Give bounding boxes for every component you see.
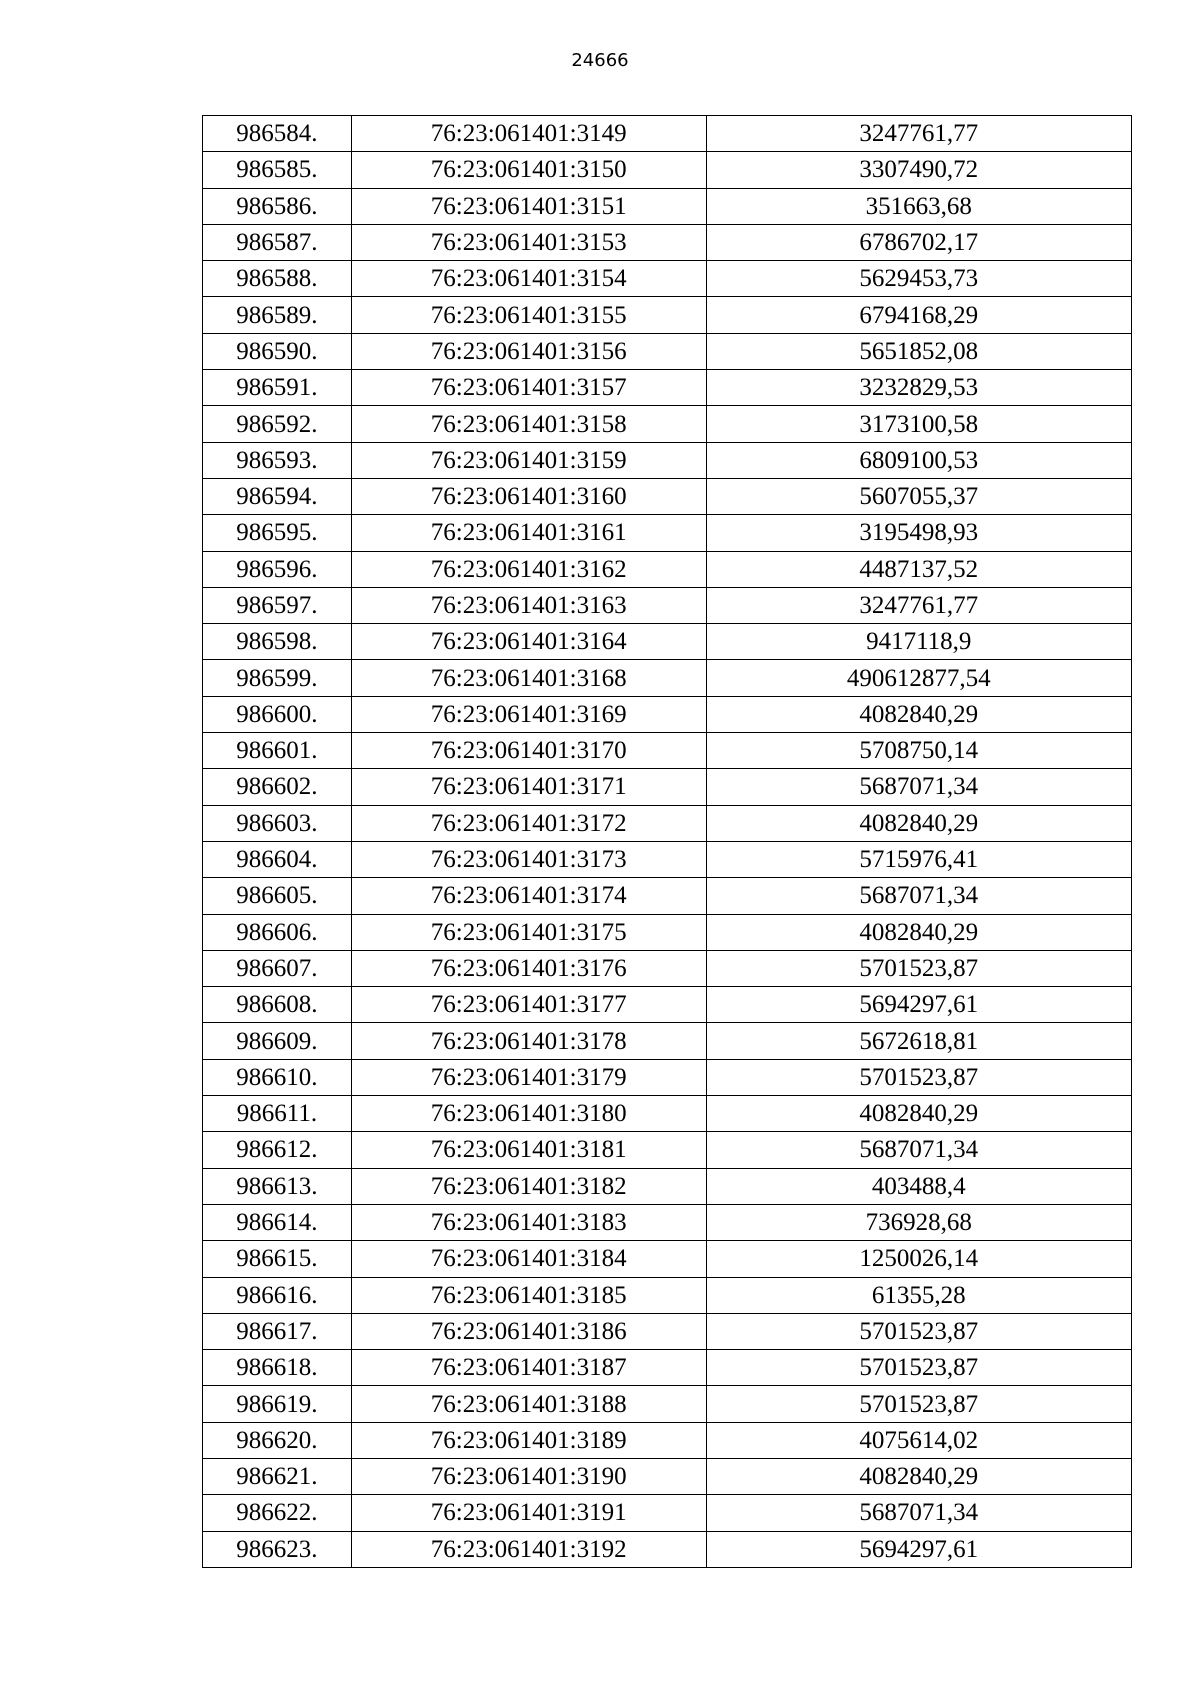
table-row <box>203 1458 1132 1494</box>
cadastral-value-cell: 4075614,02 <box>706 1422 1131 1458</box>
table-row <box>203 1313 1132 1349</box>
cadastral-value-cell: 3247761,77 <box>706 116 1131 152</box>
cadastral-value-cell: 1250026,14 <box>706 1241 1131 1277</box>
row-number-cell: 986617. <box>203 1313 352 1349</box>
table-row <box>203 1531 1132 1567</box>
cadastral-number-cell: 76:23:061401:3188 <box>351 1386 706 1422</box>
table-row <box>203 1241 1132 1277</box>
cadastral-number-cell: 76:23:061401:3164 <box>351 624 706 660</box>
table-row <box>203 224 1132 260</box>
row-number-cell: 986623. <box>203 1531 352 1567</box>
cadastral-number-cell: 76:23:061401:3168 <box>351 660 706 696</box>
row-number-cell: 986616. <box>203 1277 352 1313</box>
cadastral-value-cell: 5687071,34 <box>706 878 1131 914</box>
row-number-cell: 986622. <box>203 1495 352 1531</box>
cadastral-value-cell: 5701523,87 <box>706 1386 1131 1422</box>
table-row <box>203 188 1132 224</box>
cadastral-number-cell: 76:23:061401:3172 <box>351 805 706 841</box>
cadastral-number-cell: 76:23:061401:3149 <box>351 116 706 152</box>
row-number-cell: 986599. <box>203 660 352 696</box>
table-row <box>203 1422 1132 1458</box>
table-row <box>203 333 1132 369</box>
cadastral-number-cell: 76:23:061401:3179 <box>351 1059 706 1095</box>
cadastral-number-cell: 76:23:061401:3157 <box>351 370 706 406</box>
row-number-cell: 986611. <box>203 1096 352 1132</box>
cadastral-value-cell: 736928,68 <box>706 1204 1131 1240</box>
cadastral-number-cell: 76:23:061401:3176 <box>351 950 706 986</box>
row-number-cell: 986602. <box>203 769 352 805</box>
cadastral-value-cell: 4082840,29 <box>706 696 1131 732</box>
table-row <box>203 478 1132 514</box>
cadastral-value-cell: 5701523,87 <box>706 1313 1131 1349</box>
cadastral-number-cell: 76:23:061401:3163 <box>351 587 706 623</box>
cadastral-number-cell: 76:23:061401:3154 <box>351 261 706 297</box>
row-number-cell: 986614. <box>203 1204 352 1240</box>
cadastral-number-cell: 76:23:061401:3170 <box>351 733 706 769</box>
row-number-cell: 986597. <box>203 587 352 623</box>
cadastral-number-cell: 76:23:061401:3162 <box>351 551 706 587</box>
cadastral-number-cell: 76:23:061401:3158 <box>351 406 706 442</box>
row-number-cell: 986595. <box>203 515 352 551</box>
row-number-cell: 986613. <box>203 1168 352 1204</box>
cadastral-value-cell: 9417118,9 <box>706 624 1131 660</box>
table-row <box>203 950 1132 986</box>
cadastral-number-cell: 76:23:061401:3185 <box>351 1277 706 1313</box>
cadastral-number-cell: 76:23:061401:3178 <box>351 1023 706 1059</box>
cadastral-value-cell: 5701523,87 <box>706 1350 1131 1386</box>
cadastral-number-cell: 76:23:061401:3191 <box>351 1495 706 1531</box>
cadastral-value-cell: 403488,4 <box>706 1168 1131 1204</box>
cadastral-number-cell: 76:23:061401:3173 <box>351 841 706 877</box>
cadastral-number-cell: 76:23:061401:3192 <box>351 1531 706 1567</box>
cadastral-value-cell: 6786702,17 <box>706 224 1131 260</box>
row-number-cell: 986585. <box>203 152 352 188</box>
cadastral-value-cell: 5687071,34 <box>706 1132 1131 1168</box>
cadastral-number-cell: 76:23:061401:3159 <box>351 442 706 478</box>
table-row <box>203 1204 1132 1240</box>
row-number-cell: 986589. <box>203 297 352 333</box>
cadastral-value-cell: 5694297,61 <box>706 987 1131 1023</box>
row-number-cell: 986606. <box>203 914 352 950</box>
cadastral-number-cell: 76:23:061401:3182 <box>351 1168 706 1204</box>
table-row <box>203 152 1132 188</box>
cadastral-value-cell: 3247761,77 <box>706 587 1131 623</box>
cadastral-number-cell: 76:23:061401:3171 <box>351 769 706 805</box>
cadastral-number-cell: 76:23:061401:3184 <box>351 1241 706 1277</box>
table-body <box>203 116 1132 1568</box>
row-number-cell: 986594. <box>203 478 352 514</box>
cadastral-number-cell: 76:23:061401:3180 <box>351 1096 706 1132</box>
cadastral-number-cell: 76:23:061401:3181 <box>351 1132 706 1168</box>
row-number-cell: 986618. <box>203 1350 352 1386</box>
table-row <box>203 1168 1132 1204</box>
row-number-cell: 986601. <box>203 733 352 769</box>
cadastral-value-cell: 5687071,34 <box>706 1495 1131 1531</box>
row-number-cell: 986590. <box>203 333 352 369</box>
table-row <box>203 1023 1132 1059</box>
table-row <box>203 914 1132 950</box>
cadastral-value-cell: 490612877,54 <box>706 660 1131 696</box>
table-row <box>203 442 1132 478</box>
cadastral-value-cell: 351663,68 <box>706 188 1131 224</box>
table-row <box>203 297 1132 333</box>
cadastral-value-cell: 5708750,14 <box>706 733 1131 769</box>
cadastral-value-cell: 5715976,41 <box>706 841 1131 877</box>
row-number-cell: 986596. <box>203 551 352 587</box>
table-row <box>203 624 1132 660</box>
row-number-cell: 986607. <box>203 950 352 986</box>
row-number-cell: 986603. <box>203 805 352 841</box>
table-row <box>203 1386 1132 1422</box>
cadastral-number-cell: 76:23:061401:3186 <box>351 1313 706 1349</box>
cadastral-number-cell: 76:23:061401:3155 <box>351 297 706 333</box>
cadastral-number-cell: 76:23:061401:3156 <box>351 333 706 369</box>
cadastral-number-cell: 76:23:061401:3183 <box>351 1204 706 1240</box>
row-number-cell: 986612. <box>203 1132 352 1168</box>
cadastral-number-cell: 76:23:061401:3161 <box>351 515 706 551</box>
table-row <box>203 805 1132 841</box>
row-number-cell: 986588. <box>203 261 352 297</box>
cadastral-value-cell: 3173100,58 <box>706 406 1131 442</box>
cadastral-value-cell: 6809100,53 <box>706 442 1131 478</box>
table-row <box>203 261 1132 297</box>
cadastral-value-cell: 4487137,52 <box>706 551 1131 587</box>
cadastral-value-cell: 3232829,53 <box>706 370 1131 406</box>
table-row <box>203 1495 1132 1531</box>
cadastral-number-cell: 76:23:061401:3153 <box>351 224 706 260</box>
row-number-cell: 986600. <box>203 696 352 732</box>
cadastral-number-cell: 76:23:061401:3160 <box>351 478 706 514</box>
cadastral-value-cell: 5694297,61 <box>706 1531 1131 1567</box>
table-row <box>203 769 1132 805</box>
table-row <box>203 1132 1132 1168</box>
cadastral-value-cell: 5607055,37 <box>706 478 1131 514</box>
row-number-cell: 986604. <box>203 841 352 877</box>
row-number-cell: 986620. <box>203 1422 352 1458</box>
cadastral-number-cell: 76:23:061401:3174 <box>351 878 706 914</box>
page-number: 24666 <box>571 50 629 71</box>
row-number-cell: 986615. <box>203 1241 352 1277</box>
cadastral-value-cell: 4082840,29 <box>706 914 1131 950</box>
row-number-cell: 986608. <box>203 987 352 1023</box>
row-number-cell: 986591. <box>203 370 352 406</box>
table-row <box>203 587 1132 623</box>
cadastral-value-cell: 6794168,29 <box>706 297 1131 333</box>
row-number-cell: 986593. <box>203 442 352 478</box>
row-number-cell: 986598. <box>203 624 352 660</box>
row-number-cell: 986587. <box>203 224 352 260</box>
cadastral-number-cell: 76:23:061401:3187 <box>351 1350 706 1386</box>
cadastral-value-table <box>202 115 1132 1568</box>
table-row <box>203 1059 1132 1095</box>
cadastral-value-cell: 4082840,29 <box>706 1458 1131 1494</box>
table-row <box>203 551 1132 587</box>
table-row <box>203 733 1132 769</box>
table-row <box>203 660 1132 696</box>
table-row <box>203 406 1132 442</box>
table-row <box>203 515 1132 551</box>
row-number-cell: 986605. <box>203 878 352 914</box>
row-number-cell: 986609. <box>203 1023 352 1059</box>
cadastral-number-cell: 76:23:061401:3175 <box>351 914 706 950</box>
cadastral-number-cell: 76:23:061401:3177 <box>351 987 706 1023</box>
cadastral-value-cell: 5701523,87 <box>706 1059 1131 1095</box>
cadastral-value-cell: 4082840,29 <box>706 1096 1131 1132</box>
table-row <box>203 370 1132 406</box>
table-row <box>203 116 1132 152</box>
cadastral-number-cell: 76:23:061401:3189 <box>351 1422 706 1458</box>
row-number-cell: 986586. <box>203 188 352 224</box>
cadastral-value-cell: 5687071,34 <box>706 769 1131 805</box>
row-number-cell: 986592. <box>203 406 352 442</box>
cadastral-number-cell: 76:23:061401:3150 <box>351 152 706 188</box>
table-row <box>203 1350 1132 1386</box>
row-number-cell: 986619. <box>203 1386 352 1422</box>
cadastral-number-cell: 76:23:061401:3169 <box>351 696 706 732</box>
table-row <box>203 1096 1132 1132</box>
row-number-cell: 986621. <box>203 1458 352 1494</box>
table-row <box>203 878 1132 914</box>
cadastral-value-cell: 61355,28 <box>706 1277 1131 1313</box>
row-number-cell: 986610. <box>203 1059 352 1095</box>
table-row <box>203 841 1132 877</box>
table-row <box>203 987 1132 1023</box>
cadastral-value-cell: 4082840,29 <box>706 805 1131 841</box>
cadastral-value-cell: 5701523,87 <box>706 950 1131 986</box>
cadastral-value-cell: 5629453,73 <box>706 261 1131 297</box>
cadastral-value-cell: 3195498,93 <box>706 515 1131 551</box>
table-row <box>203 696 1132 732</box>
cadastral-value-cell: 3307490,72 <box>706 152 1131 188</box>
cadastral-number-cell: 76:23:061401:3190 <box>351 1458 706 1494</box>
cadastral-value-cell: 5651852,08 <box>706 333 1131 369</box>
row-number-cell: 986584. <box>203 116 352 152</box>
cadastral-number-cell: 76:23:061401:3151 <box>351 188 706 224</box>
cadastral-value-cell: 5672618,81 <box>706 1023 1131 1059</box>
table-row <box>203 1277 1132 1313</box>
